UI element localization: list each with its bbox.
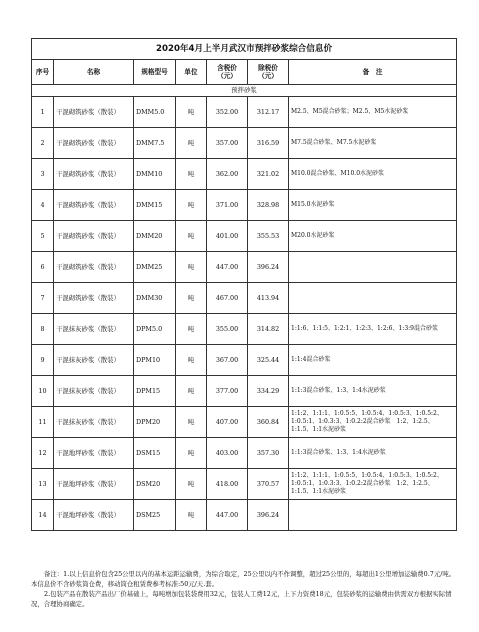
cell-name: 干混砌筑砂浆（散装） [54,159,134,190]
cell-tax-price: 401.00 [207,221,248,252]
cell-tax-price: 367.00 [207,345,248,376]
cell-spec: DPM10 [134,345,176,376]
cell-remark: M10.0混合砂浆、M10.0水泥砂浆 [289,159,457,190]
table-row [32,407,457,438]
table-row [32,97,457,128]
cell-remark: 1:1:3混合砂浆、1:3、1:4水泥砂浆 [289,376,457,407]
cell-name: 干混抹灰砂浆（散装） [54,407,134,438]
cell-spec: DPM15 [134,376,176,407]
header-seq: 序号 [32,60,54,85]
cell-notax-price: 370.57 [248,469,289,500]
header-remark: 备 注 [289,60,457,85]
cell-notax-price: 396.24 [248,500,289,531]
cell-notax-price: 321.02 [248,159,289,190]
cell-seq: 6 [32,252,54,283]
cell-unit: 吨 [176,221,207,252]
cell-unit: 吨 [176,159,207,190]
header-tax-price: 含税价 （元） [207,60,248,85]
cell-spec: DMM25 [134,252,176,283]
cell-name: 干混砌筑砂浆（散装） [54,221,134,252]
cell-seq: 1 [32,97,54,128]
table-row [32,438,457,469]
cell-unit: 吨 [176,314,207,345]
table-row [32,252,457,283]
page-title: 2020年4月上半月武汉市预拌砂浆综合信息价 [32,39,457,60]
cell-unit: 吨 [176,252,207,283]
cell-unit: 吨 [176,97,207,128]
cell-unit: 吨 [176,376,207,407]
cell-unit: 吨 [176,345,207,376]
cell-name: 干混地坪砂浆（散装） [54,438,134,469]
cell-tax-price: 371.00 [207,190,248,221]
cell-seq: 12 [32,438,54,469]
cell-tax-price: 357.00 [207,128,248,159]
cell-spec: DSM25 [134,500,176,531]
cell-notax-price: 413.94 [248,283,289,314]
note-1: 备注：1.以上信息价包含25公里以内的基本运距运输费，为综合取定，25公里以内不作调整，超过25公里的，每超出1公里增加运输费0.7元/吨。本信息价不含砂浆筒仓费，移动筒仓租赁费参考标准:50元/天.套。 [31,570,456,588]
table-row [32,159,457,190]
cell-spec: DSM15 [134,438,176,469]
cell-spec: DPM5.0 [134,314,176,345]
cell-spec: DMM7.5 [134,128,176,159]
cell-notax-price: 357.30 [248,438,289,469]
cell-remark: 1:1:2、1:1:1、1:0.5:5、1:0.5:4、1:0.5:3、1:0.5:2、1:0.5:1、1:0.3:3、1:0.2:2混合砂浆 1:2、1:2.5、1:1.5、1:1水泥砂浆 [289,469,457,500]
cell-remark: 1:1:2、1:1:1、1:0.5:5、1:0.5:4、1:0.5:3、1:0.5:2、1:0.5:1、1:0.3:3、1:0.2:2混合砂浆 1:2、1:2.5、1:1.5、1:1水泥砂浆 [289,407,457,438]
table-row [32,221,457,252]
cell-remark: M20.0水泥砂浆 [289,221,457,252]
table-row [32,283,457,314]
cell-name: 干混砌筑砂浆（散装） [54,190,134,221]
cell-spec: DPM20 [134,407,176,438]
cell-name: 干混抹灰砂浆（散装） [54,345,134,376]
cell-seq: 5 [32,221,54,252]
cell-tax-price: 467.00 [207,283,248,314]
cell-name: 干混砌筑砂浆（散装） [54,128,134,159]
cell-notax-price: 316.59 [248,128,289,159]
cell-unit: 吨 [176,500,207,531]
cell-notax-price: 360.84 [248,407,289,438]
header-spec: 规格型号 [134,60,176,85]
header-unit: 单位 [176,60,207,85]
notes [31,569,456,609]
cell-tax-price: 355.00 [207,314,248,345]
cell-spec: DMM10 [134,159,176,190]
cell-tax-price: 352.00 [207,97,248,128]
cell-seq: 7 [32,283,54,314]
header-name: 名称 [54,60,134,85]
cell-seq: 14 [32,500,54,531]
table-row [32,128,457,159]
cell-remark: 1:1:6、1:1:5、1:2:1、1:2:3、1:2:6、1:3:9混合砂浆 [289,314,457,345]
cell-tax-price: 447.00 [207,252,248,283]
cell-seq: 10 [32,376,54,407]
header-notax-price: 除税价 （元） [248,60,289,85]
cell-unit: 吨 [176,283,207,314]
note-2: 2.包装产品在散装产品出厂价基础上，每吨增加包装袋费用32元，包装人工费12元，上下力资费18元，包装砂浆的运输费由供需双方根据实际情况，合理协商确定。 [31,590,452,608]
cell-seq: 3 [32,159,54,190]
cell-tax-price: 447.00 [207,500,248,531]
cell-remark: M15.0水泥砂浆 [289,190,457,221]
cell-tax-price: 403.00 [207,438,248,469]
table-row [32,500,457,531]
cell-name: 干混砌筑砂浆（散装） [54,283,134,314]
cell-spec: DMM5.0 [134,97,176,128]
cell-name: 干混抹灰砂浆（散装） [54,376,134,407]
cell-seq: 11 [32,407,54,438]
header-row [32,60,457,85]
cell-spec: DMM20 [134,221,176,252]
table-row [32,469,457,500]
cell-notax-price: 334.29 [248,376,289,407]
cell-notax-price: 328.98 [248,190,289,221]
table-row [32,314,457,345]
cell-unit: 吨 [176,469,207,500]
cell-notax-price: 396.24 [248,252,289,283]
cell-notax-price: 355.53 [248,221,289,252]
cell-tax-price: 418.00 [207,469,248,500]
table-row [32,376,457,407]
cell-name: 干混抹灰砂浆（散装） [54,314,134,345]
cell-unit: 吨 [176,407,207,438]
cell-spec: DMM15 [134,190,176,221]
cell-unit: 吨 [176,190,207,221]
table-row [32,190,457,221]
table-body [32,97,457,531]
cell-spec: DSM20 [134,469,176,500]
cell-remark [289,500,457,531]
cell-spec: DMM30 [134,283,176,314]
cell-unit: 吨 [176,128,207,159]
cell-remark: M2.5、M5混合砂浆；M2.5、M5水泥砂浆 [289,97,457,128]
cell-remark: 1:1:4混合砂浆 [289,345,457,376]
cell-remark: M7.5混合砂浆、M7.5水泥砂浆 [289,128,457,159]
cell-notax-price: 314.82 [248,314,289,345]
cell-name: 干混地坪砂浆（散装） [54,500,134,531]
cell-remark [289,283,457,314]
cell-name: 干混地坪砂浆（散装） [54,469,134,500]
cell-seq: 13 [32,469,54,500]
cell-remark [289,252,457,283]
cell-seq: 8 [32,314,54,345]
cell-unit: 吨 [176,438,207,469]
cell-tax-price: 377.00 [207,376,248,407]
cell-seq: 9 [32,345,54,376]
cell-notax-price: 312.17 [248,97,289,128]
cell-seq: 2 [32,128,54,159]
cell-name: 干混砌筑砂浆（散装） [54,252,134,283]
cell-tax-price: 362.00 [207,159,248,190]
price-sheet [31,38,456,531]
price-table [31,38,457,531]
cell-remark: 1:1:3混合砂浆、1:3、1:4水泥砂浆 [289,438,457,469]
cell-notax-price: 325.44 [248,345,289,376]
cell-seq: 4 [32,190,54,221]
section-label: 预拌砂浆 [32,85,457,97]
cell-name: 干混砌筑砂浆（散装） [54,97,134,128]
table-row [32,345,457,376]
cell-tax-price: 407.00 [207,407,248,438]
